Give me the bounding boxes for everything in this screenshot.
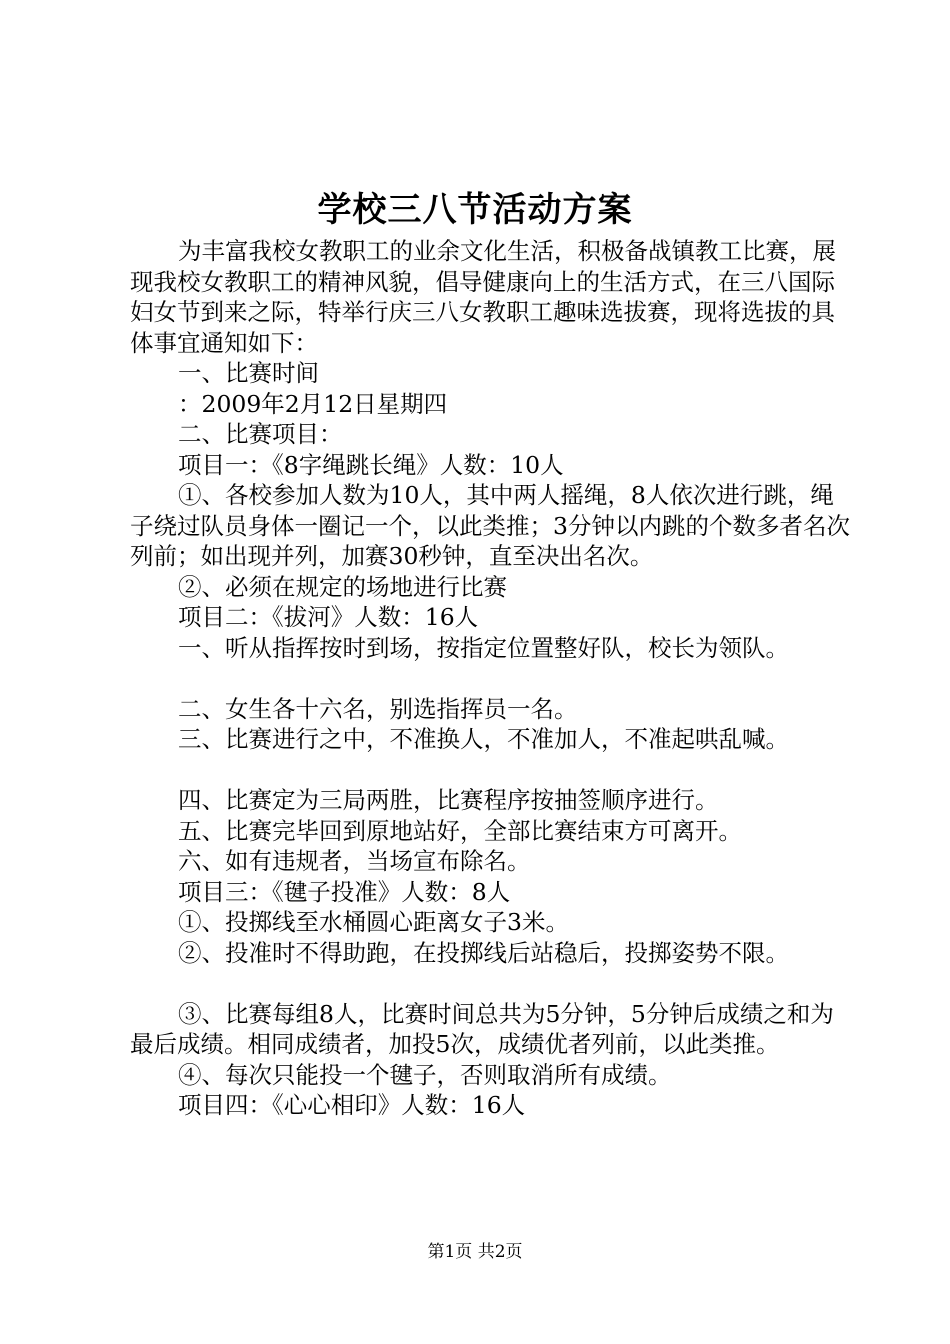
intro-paragraph: 为丰富我校女教职工的业余文化生活，积极备战镇教工比赛，展现我校女教职工的精神风貌，倡导健康向上的生活方式，在三八国际妇女节到来之际，特举行庆三八女教职工趣味选拔赛，现将选拔的具体事宜通知如下： <box>130 237 836 357</box>
event-two-rule-3: 三、比赛进行之中，不准换人，不准加人，不准起哄乱喊。 <box>178 725 789 753</box>
section-heading-events: 二、比赛项目： <box>178 420 343 448</box>
event-two-rule-5: 五、比赛完毕回到原地站好，全部比赛结束方可离开。 <box>178 816 742 845</box>
event-one-rule-1: ①、各校参加人数为10人，其中两人摇绳，8人依次进行跳，绳子绕过队员身体一圈记一个，以此类推；3分钟以内跳的个数多者名次列前；如出现并列，加赛30秒钟，直至决出名次。 <box>130 481 850 570</box>
time-line: ：2009年2月12日星期四 <box>178 389 448 418</box>
event-two-rule-2: 二、女生各十六名，别选指挥员一名。 <box>178 694 578 723</box>
event-four-heading: 项目四：《心心相印》人数：16人 <box>178 1091 526 1119</box>
event-three-rule-2: ②、投准时不得助跑，在投掷线后站稳后，投掷姿势不限。 <box>178 938 789 967</box>
event-three-heading: 项目三：《毽子投准》人数：8人 <box>178 877 511 906</box>
document-body <box>130 236 850 1121</box>
section-heading-time: 一、比赛时间 <box>178 359 319 387</box>
event-two-rule-4: 四、比赛定为三局两胜，比赛程序按抽签顺序进行。 <box>178 786 719 814</box>
event-two-heading: 项目二：《拔河》人数：16人 <box>178 603 479 631</box>
event-two-rule-1: 一、听从指挥按时到场，按指定位置整好队，校长为领队。 <box>178 633 789 662</box>
event-one-rule-2: ②、必须在规定的场地进行比赛 <box>178 572 507 601</box>
event-three-rule-1: ①、投掷线至水桶圆心距离女子3米。 <box>178 908 569 936</box>
event-two-rule-6: 六、如有违规者，当场宣布除名。 <box>178 847 531 875</box>
event-three-rule-4: ④、每次只能投一个毽子，否则取消所有成绩。 <box>178 1060 672 1089</box>
blank-line <box>130 968 850 999</box>
page-footer: 第1页 共2页 <box>427 1242 523 1262</box>
event-three-rule-3: ③、比赛每组8人，比赛时间总共为5分钟，5分钟后成绩之和为最后成绩。相同成绩者，加投5次，成绩优者列前，以此类推。 <box>130 999 834 1058</box>
event-one-heading: 项目一：《8字绳跳长绳》人数：10人 <box>178 450 564 479</box>
blank-line <box>130 663 850 694</box>
document-title: 学校三八节活动方案 <box>317 190 633 230</box>
blank-line <box>130 755 850 786</box>
